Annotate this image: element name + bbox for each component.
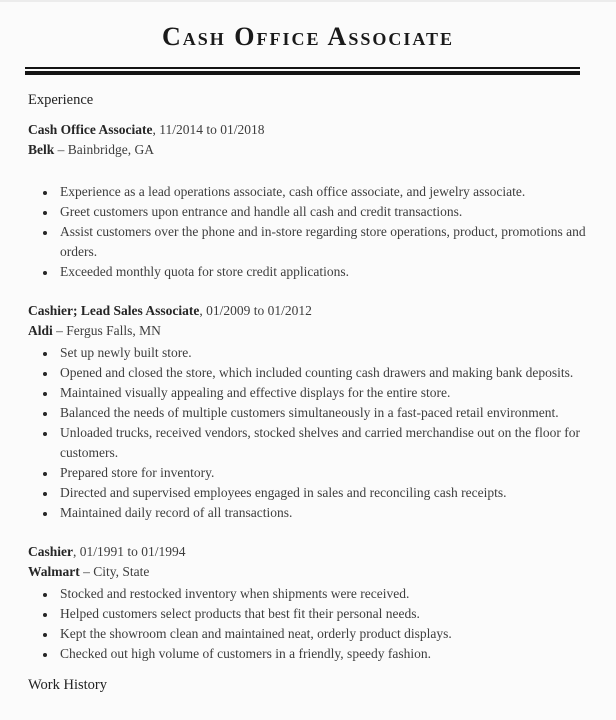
job-entry-walmart [28,542,590,664]
job-location: – Bainbridge, GA [54,142,154,157]
job-bullet: • Prepared store for inventory. [57,463,590,483]
job-bullet: • Opened and closed the store, which included counting cash drawers and making bank deposits. [57,363,590,383]
experience-section-heading: Experience [28,92,94,108]
resume-page [0,22,616,720]
job-location: – City, State [79,564,150,579]
job-bullet-list [28,343,590,523]
job-bullet: • Stocked and restocked inventory when shipments were received. [57,584,590,604]
job-company: Aldi [28,323,53,338]
job-bullet: • Set up newly built store. [57,343,590,363]
job-bullet: • Assist customers over the phone and in-store regarding store operations, product, promotions and orders. [57,222,590,262]
job-dates: , 01/1991 to 01/1994 [73,544,186,559]
job-location: – Fergus Falls, MN [52,323,161,338]
job-company-line [28,321,590,341]
job-header [28,542,590,582]
job-bullet-list [28,584,590,664]
job-entry-belk [28,120,590,282]
job-company: Walmart [28,564,80,579]
job-bullet: • Helped customers select products that best fit their personal needs. [57,604,590,624]
resume-content [0,91,616,694]
job-title: Cashier [28,544,73,559]
job-title: Cashier; Lead Sales Associate [28,303,200,318]
job-bullet: • Kept the showroom clean and maintained neat, orderly product displays. [57,624,590,644]
job-bullet: • Maintained daily record of all transactions. [57,503,590,523]
job-company: Belk [28,142,55,157]
job-bullet: • Greet customers upon entrance and handle all cash and credit transactions. [57,202,590,222]
job-title: Cash Office Associate [28,122,153,137]
document-title: Cash Office Associate [161,22,455,51]
work-history-section-heading: Work History [28,677,107,693]
job-dates: , 01/2009 to 01/2012 [199,303,312,318]
title-divider-rule [25,67,580,75]
job-header [28,301,590,341]
job-dates: , 11/2014 to 01/2018 [152,122,265,137]
job-header [28,120,590,160]
job-title-line [28,542,590,562]
job-bullet-list [28,182,590,282]
job-bullet: • Checked out high volume of customers in a friendly, speedy fashion. [57,644,590,664]
job-company-line [28,562,590,582]
job-title-line [28,301,590,321]
job-company-line [28,140,590,160]
job-bullet: • Directed and supervised employees engaged in sales and reconciling cash receipts. [57,483,590,503]
job-bullet: • Balanced the needs of multiple customers simultaneously in a fast-paced retail environment. [57,403,590,423]
job-bullet: • Unloaded trucks, received vendors, stocked shelves and carried merchandise out on the floor for customers. [57,423,590,463]
job-title-line [28,120,590,140]
job-entry-aldi [28,301,590,523]
job-bullet: • Exceeded monthly quota for store credit applications. [57,262,590,282]
job-bullet: • Maintained visually appealing and effective displays for the entire store. [57,383,590,403]
job-bullet: • Experience as a lead operations associate, cash office associate, and jewelry associate. [57,182,590,202]
